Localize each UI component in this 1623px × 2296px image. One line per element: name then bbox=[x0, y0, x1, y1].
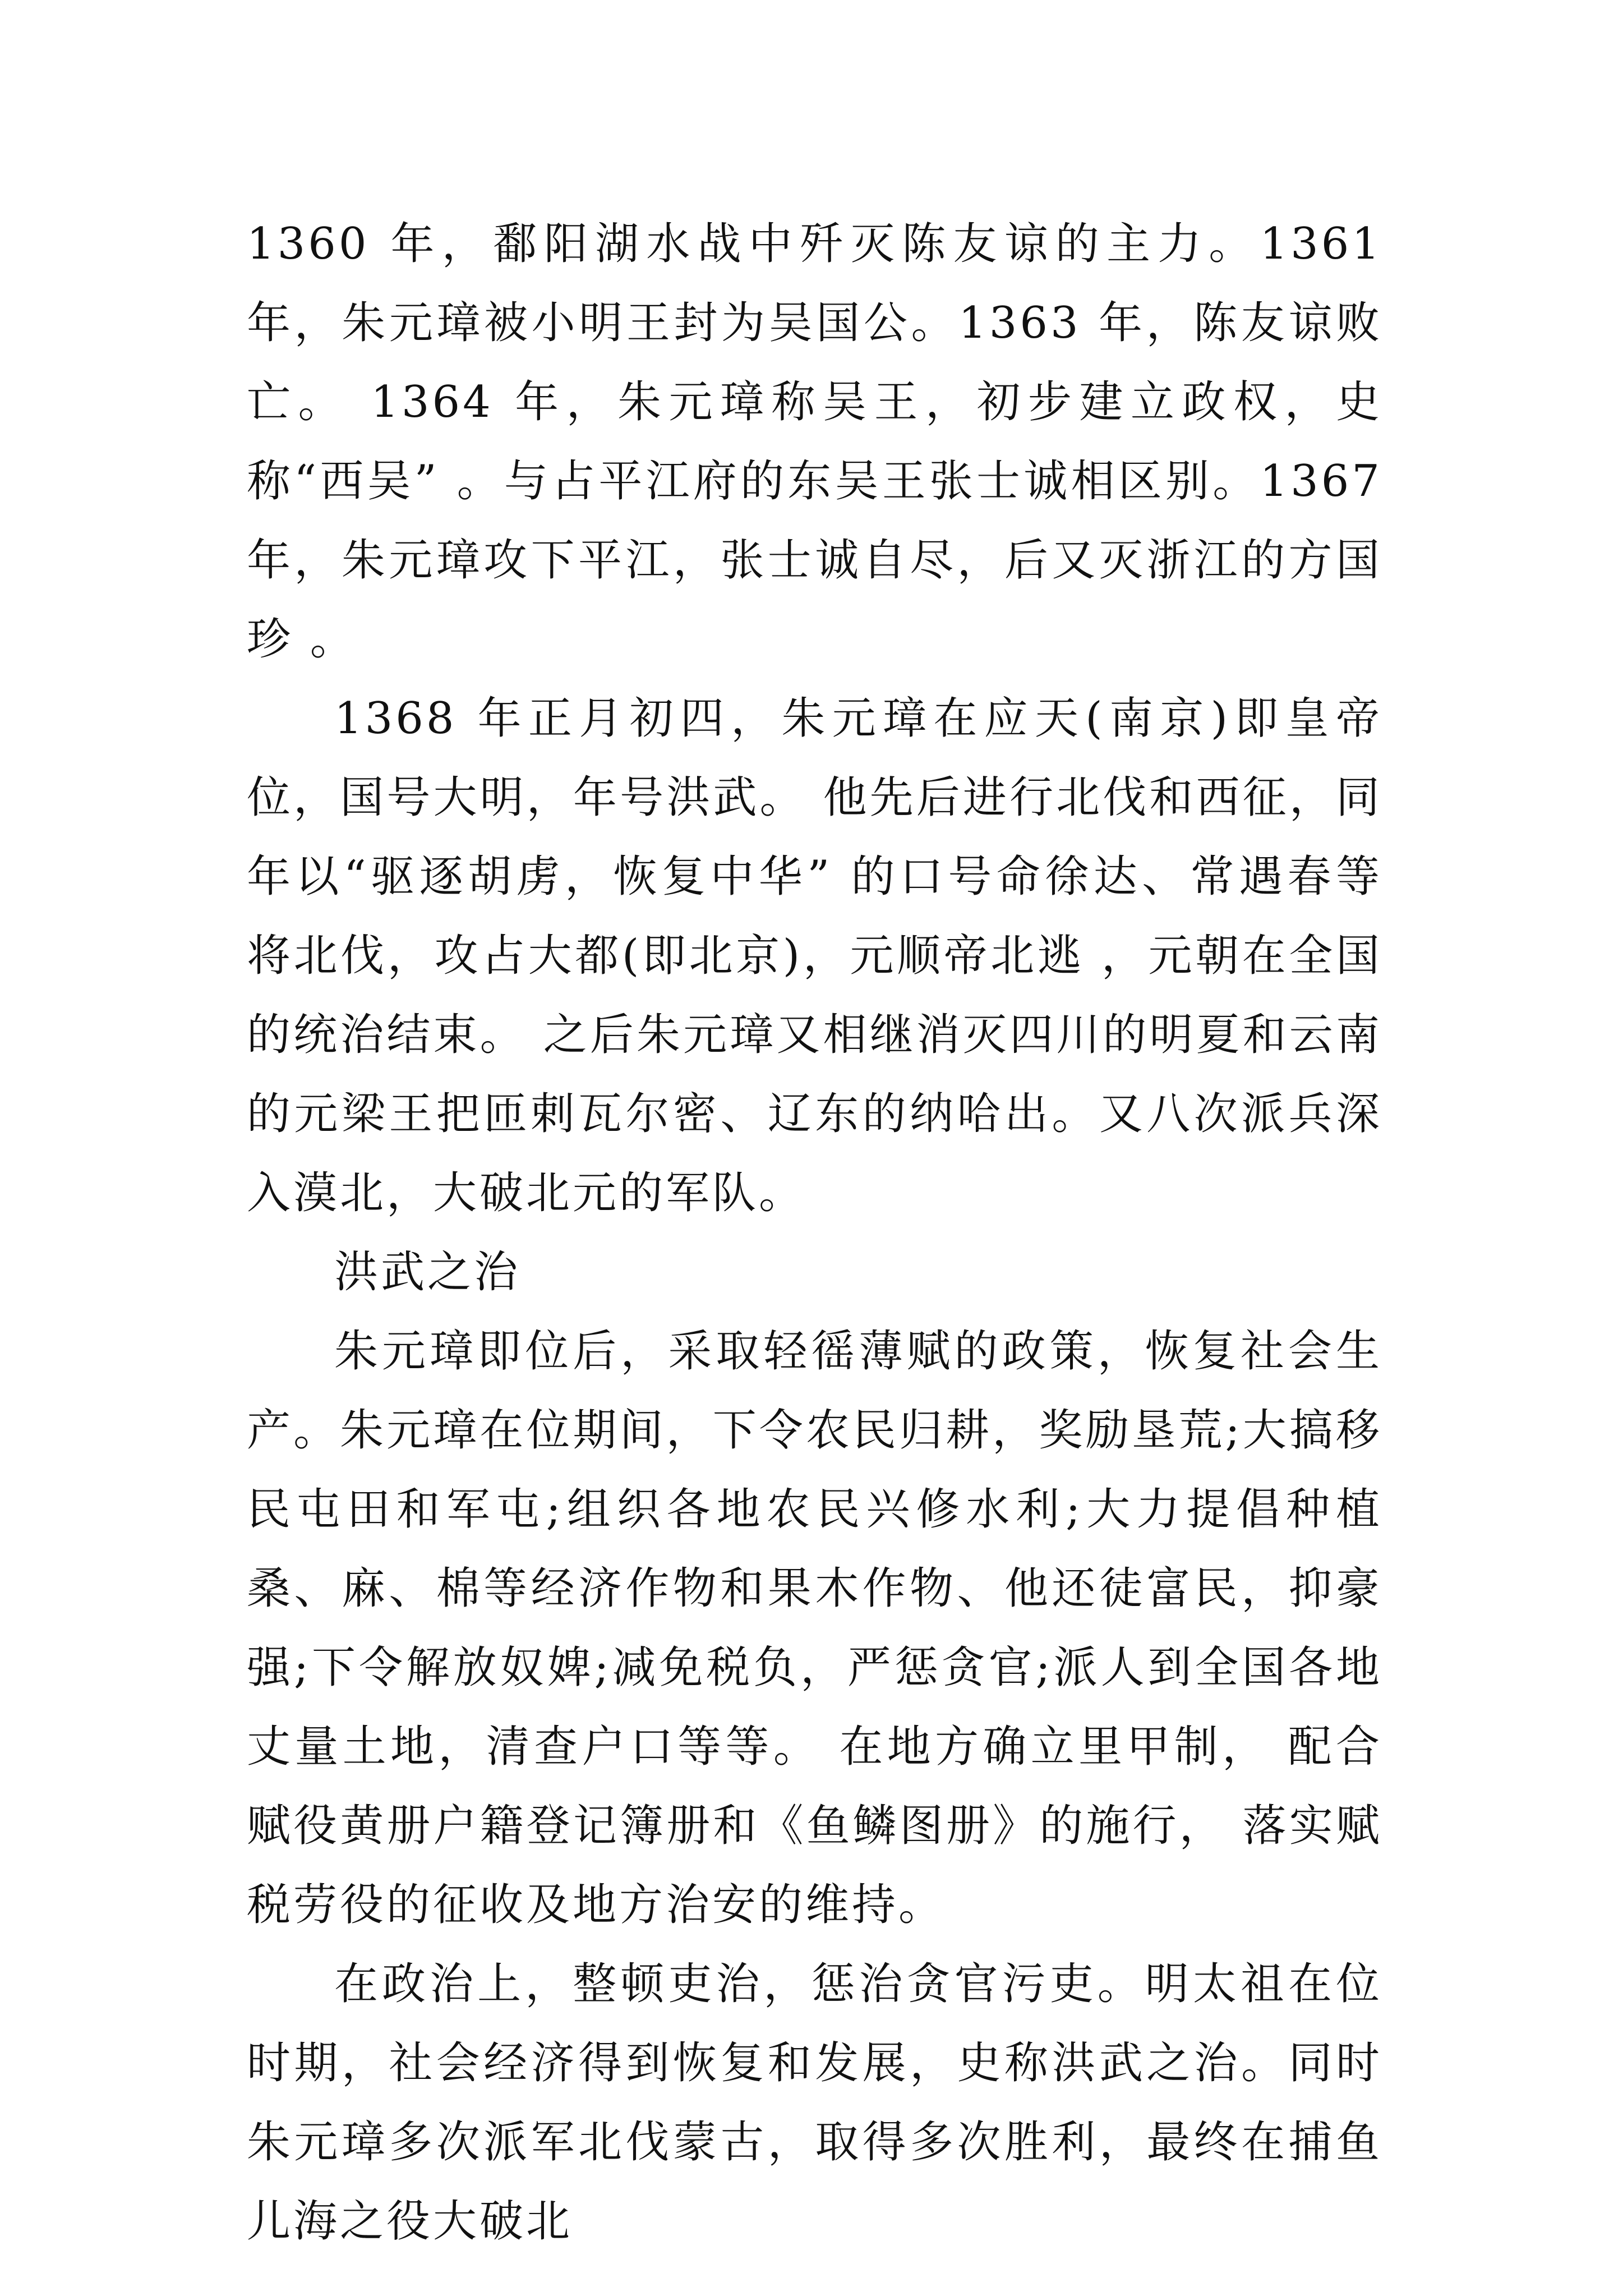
paragraph-xi-wu: 1360 年，鄱阳湖水战中歼灭陈友谅的主力。1361 年，朱元璋被小明王封为吴国公。1363 年，陈友谅败亡。 1364 年，朱元璋称吴王，初步建立政权，史称“西吴” 。与占平江府的东吴王张士诚相区别。1367 年，朱元璋攻下平江，张士诚自尽，后又灭浙江的方国珍 。 bbox=[247, 219, 1382, 665]
body-text bbox=[247, 205, 1382, 2261]
paragraph-political-reform: 在政治上，整顿吏治，惩治贪官污吏。明太祖在位时期，社会经济得到恢复和发展，史称洪武之治。同时朱元璋多次派军北伐蒙古，取得多次胜利，最终在捕鱼儿海之役大破北 bbox=[247, 1959, 1382, 2247]
paragraph-economic-policy: 朱元璋即位后，采取轻徭薄赋的政策，恢复社会生产。朱元璋在位期间，下令农民归耕，奖励垦荒;大搞移民屯田和军屯;组织各地农民兴修水利;大力提倡种植桑、麻、棉等经济作物和果木作物、他还徒富民，抑豪强;下令解放奴婢;减免税负，严惩贪官;派人到全国各地丈量土地，清查户口等等。 在地方确立里甲制， 配合赋役黄册户籍登记簿册和《鱼鳞图册》的施行， 落实赋税劳役的征收及地方治安的维持。 bbox=[247, 1326, 1382, 1930]
section-heading-hongwu: 洪武之治 bbox=[334, 1247, 521, 1297]
paragraph-founding-ming: 1368 年正月初四，朱元璋在应天(南京)即皇帝位，国号大明，年号洪武。 他先后进行北伐和西征，同年以“驱逐胡虏，恢复中华” 的口号命徐达、常遇春等将北伐，攻占大都(即北京)，元顺帝北逃 ，元朝在全国的统治结束。 之后朱元璋又相继消灭四川的明夏和云南的元梁王把匝剌瓦尔密、辽东的纳哈出。又八次派兵深入漠北，大破北元的军队。 bbox=[247, 693, 1382, 1218]
